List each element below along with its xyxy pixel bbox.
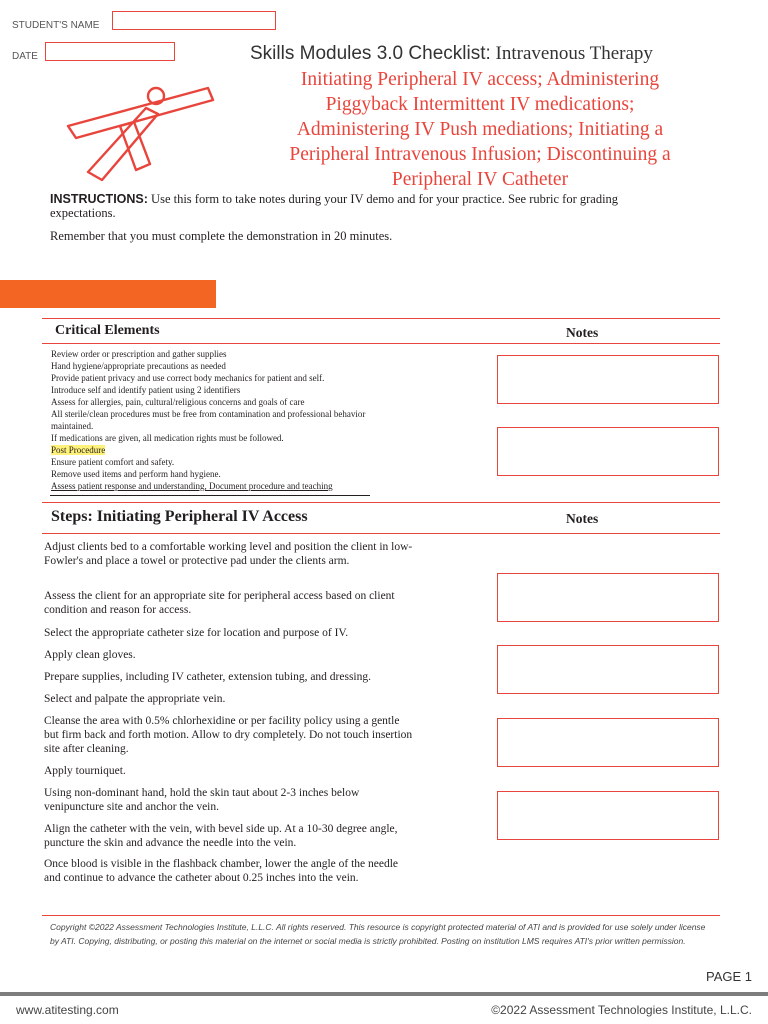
step-item: Apply tourniquet. (44, 765, 126, 777)
copyright-notice: Copyright ©2022 Assessment Technologies Institute, L.L.C. All rights reserved. This resource is copyright protected material of ATI and is provided for use solely under license by ATI. Copying, distributing, or posting this material on the internet or social media is strictly prohibited. Posting on institution LMS requires ATI's prior written permission. (50, 922, 706, 946)
page-title (250, 43, 653, 65)
company-copyright: ©2022 Assessment Technologies Institute, L.L.C. (491, 1003, 752, 1017)
list-item: Assess patient response and understanding, Document procedure and teaching (51, 481, 333, 491)
step-item: Prepare supplies, including IV catheter, extension tubing, and dressing. (44, 671, 372, 683)
website-link[interactable]: www.atitesting.com (16, 1003, 119, 1017)
post-procedure-highlight: Post Procedure (51, 445, 106, 455)
list-item: Review order or prescription and gather supplies (51, 349, 227, 359)
notes-box[interactable] (497, 573, 719, 622)
list-item: Ensure patient comfort and safety. (51, 457, 175, 467)
title-main: Intravenous Therapy (495, 43, 653, 64)
list-item: Remove used items and perform hand hygiene. (51, 469, 221, 479)
step-item: Align the catheter with the vein, with bevel side up. At a 10-30 degree angle, puncture the skin and advance the needle into the vein. (44, 823, 398, 849)
subtitle-line: Administering IV Push mediations; Initiating a (296, 119, 664, 140)
critical-elements-heading: Critical Elements (55, 323, 160, 338)
ati-logo-icon (58, 76, 218, 184)
notes-box[interactable] (497, 427, 719, 476)
notes-box[interactable] (497, 718, 719, 767)
divider (42, 318, 720, 319)
step-item: Select and palpate the appropriate vein. (44, 693, 226, 705)
critical-notes-heading: Notes (566, 325, 599, 340)
divider (42, 533, 720, 534)
list-item: Assess for allergies, pain, cultural/religious concerns and goals of care (51, 397, 305, 407)
notes-box[interactable] (497, 791, 719, 840)
section-accent-bar (0, 280, 216, 308)
list-item: Hand hygiene/appropriate precautions as needed (51, 361, 226, 371)
instructions-reminder: Remember that you must complete the demonstration in 20 minutes. (50, 229, 393, 243)
steps-heading: Steps: Initiating Peripheral IV Access (51, 508, 308, 525)
title-prefix: Skills Modules 3.0 Checklist: (250, 43, 491, 64)
subtitle-line: Peripheral IV Catheter (391, 169, 569, 190)
step-item: Apply clean gloves. (44, 649, 136, 661)
divider (42, 502, 720, 503)
student-name-label: STUDENT'S NAME (12, 20, 100, 31)
divider (50, 495, 370, 496)
step-item: Assess the client for an appropriate site for peripheral access based on client condition and reason for access. (44, 590, 395, 616)
step-item: Once blood is visible in the flashback chamber, lower the angle of the needle and continue to advance the catheter about 0.25 inches into the vein. (44, 858, 399, 884)
divider (42, 915, 720, 916)
page-number: PAGE 1 (705, 969, 752, 984)
page-subtitle (230, 67, 730, 192)
instructions-label: INSTRUCTIONS: (50, 192, 148, 206)
step-item: Cleanse the area with 0.5% chlorhexidine or per facility policy using a gentle but firm back and forth motion. Allow to dry completely. Do not touch insertion site after cleaning. (44, 715, 413, 755)
date-label: DATE (12, 51, 38, 62)
critical-elements-list (51, 348, 391, 492)
step-item: Adjust clients bed to a comfortable working level and position the client in low-Fowler's and place a towel or protective pad under the clients arm. (44, 541, 413, 567)
instructions (50, 192, 650, 220)
step-item: Select the appropriate catheter size for location and purpose of IV. (44, 627, 349, 639)
date-field[interactable] (45, 42, 175, 61)
subtitle-line: Peripheral Intravenous Infusion; Discontinuing a (289, 144, 671, 165)
list-item: If medications are given, all medication rights must be followed. (51, 433, 284, 443)
footer-bar (0, 992, 768, 996)
steps-notes-heading: Notes (566, 511, 599, 526)
subtitle-line: Piggyback Intermittent IV medications; (325, 94, 635, 115)
list-item (51, 444, 391, 456)
subtitle-line: Initiating Peripheral IV access; Administering (300, 69, 660, 90)
divider (42, 343, 720, 344)
student-name-field[interactable] (112, 11, 276, 30)
list-item: Provide patient privacy and use correct body mechanics for patient and self. (51, 373, 325, 383)
list-item: All sterile/clean procedures must be free from contamination and professional behavior (51, 409, 366, 419)
notes-box[interactable] (497, 645, 719, 694)
list-item: Introduce self and identify patient using 2 identifiers (51, 385, 241, 395)
list-item: maintained. (51, 421, 94, 431)
notes-box[interactable] (497, 355, 719, 404)
instructions-text: Use this form to take notes during your IV demo and for your practice. See rubric for grading expectations. (50, 192, 619, 220)
step-item: Using non-dominant hand, hold the skin taut about 2-3 inches below venipuncture site and anchor the vein. (44, 787, 360, 813)
